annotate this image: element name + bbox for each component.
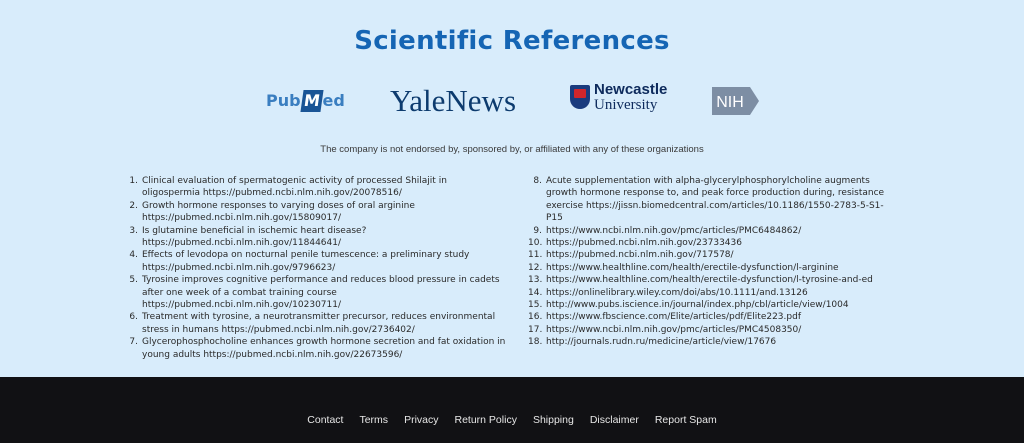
footer-link-privacy[interactable]: Privacy <box>404 414 439 426</box>
reference-text: http://journals.rudn.ru/medicine/article/view/17676 <box>546 337 777 348</box>
footer-link-shipping[interactable]: Shipping <box>532 414 574 426</box>
reference-number: 1. <box>129 176 138 186</box>
page-title: Scientific References <box>354 26 670 56</box>
reference-item <box>528 175 888 225</box>
reference-number: 8. <box>533 176 542 186</box>
reference-text: Effects of levodopa on nocturnal penile tumescence: a preliminary study https://pubmed.ncbi.nlm.nih.gov/9796623/ <box>142 250 470 273</box>
footer-link-contact[interactable]: Contact <box>307 414 344 426</box>
reference-number: 14. <box>528 287 543 298</box>
reference-item <box>126 311 506 336</box>
site-footer <box>0 377 1024 443</box>
reference-text: Glycerophosphocholine enhances growth hormone secretion and fat oxidation in young adults https://pubmed.ncbi.nlm.nih.gov/22673596/ <box>142 337 506 360</box>
reference-number: 9. <box>533 225 542 236</box>
reference-text: Acute supplementation with alpha-glycerylphosphorylcholine augments growth hormone response to, and peak force production during, resistance exercise https://jissn.biomedcentral.com/articles/10.1186/1550-2783-5-S1-P15 <box>546 176 885 224</box>
reference-text: https://onlinelibrary.wiley.com/doi/abs/10.1111/and.13126 <box>546 287 808 298</box>
reference-item <box>126 274 506 311</box>
reference-number: 18. <box>528 337 543 348</box>
reference-item <box>528 311 888 323</box>
reference-text: Growth hormone responses to varying doses of oral arginine https://pubmed.ncbi.nlm.nih.gov/15809017/ <box>142 200 415 224</box>
references-list-left <box>126 175 506 361</box>
reference-text: Tyrosine improves cognitive performance and reduces blood pressure in cadets after one week of a combat training course https://pubmed.ncbi.nlm.nih.gov/10230711/ <box>142 275 500 311</box>
reference-item <box>528 237 888 249</box>
reference-text: http://www.pubs.iscience.in/journal/index.php/cbl/article/view/1004 <box>546 300 849 311</box>
reference-text: https://www.ncbi.nlm.nih.gov/pmc/articles/PMC4508350/ <box>546 324 802 335</box>
reference-text: https://www.healthline.com/health/erectile-dysfunction/l-arginine <box>546 262 839 273</box>
reference-number: 17. <box>528 324 543 335</box>
reference-number: 4. <box>129 250 138 261</box>
reference-number: 11. <box>528 250 543 261</box>
reference-text: https://www.healthline.com/health/erectile-dysfunction/l-tyrosine-and-ed <box>546 275 873 286</box>
reference-number: 13. <box>528 275 543 286</box>
reference-text: Treatment with tyrosine, a neurotransmitter precursor, reduces environmental stress in humans https://pubmed.ncbi.nlm.nih.gov/2736402/ <box>142 312 496 335</box>
reference-number: 16. <box>528 312 543 323</box>
footer-link-report-spam[interactable]: Report Spam <box>654 414 717 426</box>
reference-item <box>528 262 888 274</box>
footer-link-return-policy[interactable]: Return Policy <box>454 414 517 426</box>
reference-number: 10. <box>528 238 543 249</box>
reference-item <box>126 249 506 274</box>
reference-item <box>528 225 888 237</box>
reference-number: 2. <box>129 200 138 211</box>
reference-text: Clinical evaluation of spermatogenic activity of processed Shilajit in oligospermia https://pubmed.ncbi.nlm.nih.gov/20078516/ <box>142 176 447 199</box>
reference-item <box>528 299 888 311</box>
reference-item <box>528 287 888 299</box>
footer-link-terms[interactable]: Terms <box>359 414 389 426</box>
newcastle-crest-icon <box>570 85 590 109</box>
reference-text: https://www.fbscience.com/Elite/articles/pdf/Elite223.pdf <box>546 312 801 323</box>
pubmed-logo: Pub Med <box>266 91 345 110</box>
reference-text: https://pubmed.ncbi.nlm.nih.gov/717578/ <box>546 250 734 261</box>
reference-item <box>126 200 506 225</box>
reference-item <box>528 336 888 348</box>
svg-text:NIH: NIH <box>716 94 744 111</box>
reference-number: 7. <box>129 337 138 348</box>
reference-item <box>528 249 888 261</box>
references-list-right <box>528 175 888 349</box>
footer-link-disclaimer[interactable]: Disclaimer <box>589 414 639 426</box>
reference-item <box>126 336 506 361</box>
footer-nav <box>0 410 1024 428</box>
reference-number: 5. <box>129 275 138 286</box>
reference-item <box>528 324 888 336</box>
reference-item <box>126 175 506 200</box>
reference-item <box>126 225 506 250</box>
newcastle-university-logo: Newcastle University <box>570 84 674 118</box>
reference-text: https://pubmed.ncbi.nlm.nih.gov/23733436 <box>546 238 742 249</box>
reference-text: Is glutamine beneficial in ischemic heart disease? https://pubmed.ncbi.nlm.nih.gov/11844641/ <box>142 225 367 249</box>
reference-number: 15. <box>528 300 543 311</box>
yalenews-logo: YaleNews <box>390 83 517 118</box>
reference-number: 6. <box>129 312 138 323</box>
reference-item <box>528 274 888 286</box>
reference-number: 12. <box>528 262 543 273</box>
affiliation-disclaimer: The company is not endorsed by, sponsored by, or affiliated with any of these organizations <box>320 144 704 155</box>
nih-logo <box>712 86 760 120</box>
reference-text: https://www.ncbi.nlm.nih.gov/pmc/articles/PMC6484862/ <box>546 225 802 236</box>
logo-row <box>0 81 1024 118</box>
reference-number: 3. <box>129 225 138 236</box>
